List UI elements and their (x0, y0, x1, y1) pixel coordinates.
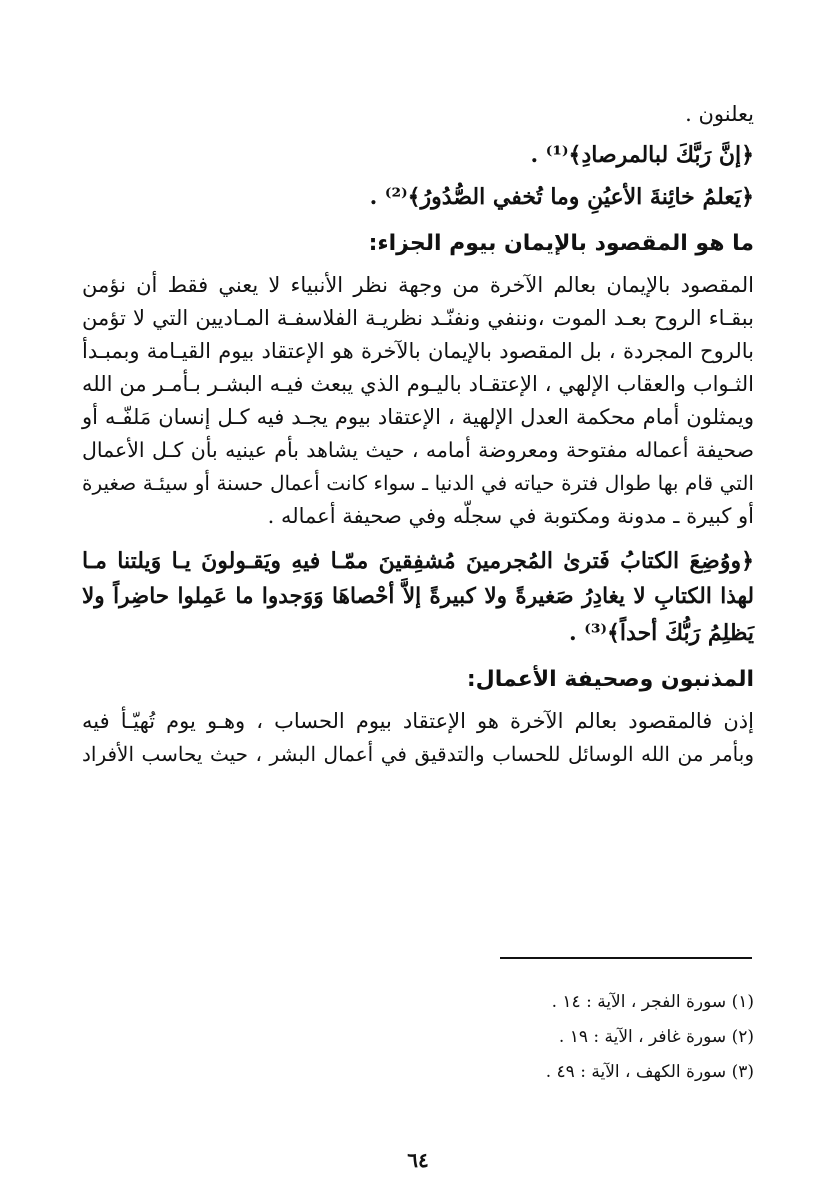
text-line: يعلنون . (685, 102, 754, 126)
quran-verse: ﴿إنَّ رَبَّكَ لبالمرصادِ﴾⁽¹⁾ . (530, 142, 754, 168)
text-line: الثـواب والعقاب الإلهي ، الإعتقـاد باليـوم الذي يبعث فيـه البشـر بـأمـر من الله (82, 372, 754, 396)
page-body (82, 98, 754, 771)
quran-verse: يَظلِمُ رَبُّكَ أحداً﴾⁽³⁾ . (568, 620, 754, 646)
footnote-separator (500, 957, 752, 959)
footnote: (٣) سورة الكهف ، الآية : ٤٩ . (545, 1062, 754, 1082)
page-number: ٦٤ (407, 1148, 429, 1172)
text-line: أو كبيرة ـ مدونة ومكتوبة في سجلّه وفي صحيفة أعماله . (267, 504, 754, 528)
text-line: المقصود بالإيمان بعالم الآخرة من وجهة نظر الأنبياء لا يعني فقط أن نؤمن (82, 273, 754, 297)
section-heading: المذنبون وصحيفة الأعمال: (466, 667, 754, 692)
footnotes (300, 985, 754, 1090)
quran-verse: ﴿ووُضِعَ الكتابُ فَترىٰ المُجرمينَ مُشفِقينَ ممّـا فيهِ ويَقـولونَ يـا وَيلتنا مـا (82, 548, 754, 574)
footnote: (٢) سورة غافر ، الآية : ١٩ . (558, 1027, 754, 1047)
text-line: ببقـاء الروح بعـد الموت ،وننفي ونفنّـد نظريـة الفلاسفـة المـاديين التي لا تؤمن (82, 306, 754, 330)
text-line: بالروح المجردة ، بل المقصود بالإيمان بالآخرة هو الإعتقاد بيوم القيـامة وبمبـدأ (82, 339, 754, 363)
text-line: ويمثلون أمام محكمة العدل الإلهية ، الإعتقاد بيوم يجـد فيه كـل إنسان مَلفّـه أو (82, 405, 754, 429)
text-line: إذن فالمقصود بعالم الآخرة هو الإعتقاد بيوم الحساب ، وهـو يوم تُهيّـأ فيه (82, 709, 754, 733)
text-line: وبأمر من الله الوسائل للحساب والتدقيق في أعمال البشر ، حيث يحاسب الأفراد (82, 742, 754, 766)
text-line: التي قام بها طوال فترة حياته في الدنيا ـ سواء كانت أعمال حسنة أو سيئـة صغيرة (82, 471, 754, 495)
footnote: (١) سورة الفجر ، الآية : ١٤ . (551, 992, 754, 1012)
quran-verse: لهذا الكتابِ لا يغادِرُ صَغيرةً ولا كبيرةً إلاَّ أحْصاهَا وَوَجدوا ما عَمِلوا حاضِراً ولا (82, 584, 754, 609)
section-heading: ما هو المقصود بالإيمان بيوم الجزاء: (368, 231, 754, 256)
text-line: صحيفة أعماله مفتوحة ومعروضة أمامه ، حيث يشاهد بأم عينيه بأن كـل الأعمال (82, 438, 754, 462)
quran-verse: ﴿يَعلمُ خائِنةَ الأعيُنِ وما تُخفي الصُّدُورُ﴾⁽²⁾ . (369, 184, 754, 210)
